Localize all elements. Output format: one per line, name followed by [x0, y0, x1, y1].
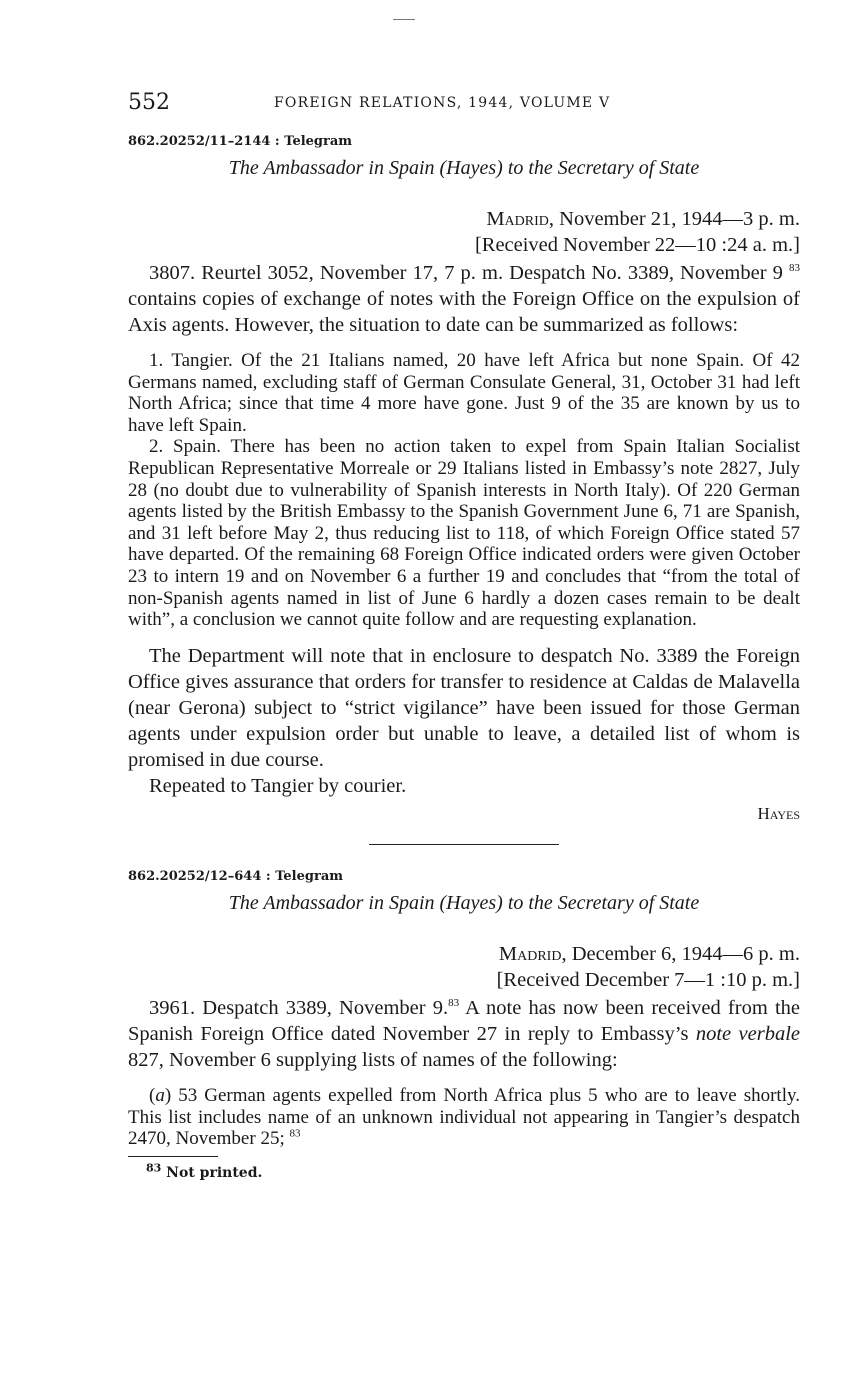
doc1-para1-text-a: 3807. Reurtel 3052, November 17, 7 p. m. Despatch No. 3389, November 9	[149, 262, 789, 284]
page-number: 552	[128, 90, 170, 115]
doc2-para1-text-b: A note has now been received from the Spanish Foreign Office dated November 27 in reply to Embassy’s	[128, 997, 800, 1046]
doc1-paragraph-2: The Department will note that in enclosure to despatch No. 3389 the Foreign Office gives assurance that orders for transfer to residence at Caldas de Malavella (near Gerona) subject to “strict vigilance” have been issued for those German agents under expulsion order but unable to leave, a detailed list of whom is promised in due course.	[128, 644, 800, 771]
doc2-dateline	[128, 941, 800, 993]
footnote	[146, 1161, 800, 1182]
doc2-date: , December 6, 1944—6 p. m.	[561, 943, 800, 966]
doc1-file-number: 862.20252/11–2144 : Telegram	[128, 134, 353, 149]
doc2-para1-italic: note verbale	[695, 1023, 800, 1046]
doc1-para1-text-b: contains copies of exchange of notes with the Foreign Office on the expulsion of Axis agents. However, the situation to date can be summarized as follows:	[128, 288, 800, 336]
doc2-title: The Ambassador in Spain (Hayes) to the Secretary of State	[228, 892, 700, 915]
doc2-para1-text-c: 827, November 6 supplying lists of names of the following:	[128, 1049, 618, 1072]
top-mark	[393, 19, 415, 20]
section-divider	[369, 844, 559, 846]
doc1-signature: Hayes	[757, 803, 800, 823]
footnote-number: 83	[146, 1161, 162, 1175]
doc2-place: Madrid	[498, 943, 562, 966]
doc1-date: , November 21, 1944—3 p. m.	[548, 208, 800, 230]
footnote-ref: 83	[289, 1128, 301, 1141]
footnote-ref: 83	[789, 262, 800, 275]
doc1-item-2: 2. Spain. There has been no action taken to expel from Spain Italian Socialist Republican Representative Morreale or 29 Italians listed in Embassy’s note 2827, July 28 (no doubt due to vulnerability of Spanish interests in North Italy). Of 220 German agents listed by the British Embassy to the Spanish Government June 6, 71 are Spanish, and 31 left before May 2, thus reducing list to 118, of which Foreign Office stated 57 have departed. Of the remaining 68 Foreign Office indicated orders were given October 23 to intern 19 and on November 6 a further 19 and concludes that “from the total of non-Spanish agents named in list of June 6 hardly a dozen cases remain to be dealt with”, a conclusion we cannot quite follow and are requesting explanation.	[128, 436, 800, 631]
doc2-received: [Received December 7—1 :10 p. m.]	[496, 969, 800, 992]
page-content	[128, 86, 800, 1181]
doc1-paragraph-1	[128, 260, 800, 338]
footnote-rule	[128, 1156, 218, 1157]
running-title: FOREIGN RELATIONS, 1944, VOLUME V	[274, 95, 611, 111]
footnote-text: Not printed.	[161, 1165, 263, 1182]
doc1-paragraph-3: Repeated to Tangier by courier.	[149, 774, 407, 797]
doc2-para1-text-a: 3961. Despatch 3389, November 9.	[149, 997, 449, 1020]
doc1-item-1: 1. Tangier. Of the 21 Italians named, 20 have left Africa but none Spain. Of 42 Germans named, excluding staff of German Consulate General, 31, October 31 had left North Africa; since that time 4 more have gone. Just 9 of the 35 are known by us to have left Spain.	[128, 350, 800, 436]
doc2-item-a: (a) 53 German agents expelled from North Africa plus 5 who are to leave shortly. This list includes name of an unknown individual not appearing in Tangier’s despatch 2470, November 25; $^{83}$	[128, 1085, 800, 1150]
footnote-ref: 83	[448, 997, 460, 1010]
doc2-item-a-text: 53 German agents expelled from North Africa plus 5 who are to leave shortly. This list includes name of an unknown individual not appearing in Tangier’s despatch 2470, November 25;	[128, 1085, 800, 1150]
doc1-dateline	[128, 206, 800, 258]
doc2-file-number: 862.20252/12–644 : Telegram	[128, 869, 343, 885]
running-head	[128, 86, 800, 120]
doc1-title: The Ambassador in Spain (Hayes) to the Secretary of State	[228, 157, 700, 179]
doc2-item-a-label: a	[155, 1085, 165, 1107]
doc1-received: [Received November 22—10 :24 a. m.]	[474, 234, 800, 256]
doc2-paragraph-1	[128, 995, 800, 1073]
doc1-place: Madrid	[486, 208, 549, 230]
